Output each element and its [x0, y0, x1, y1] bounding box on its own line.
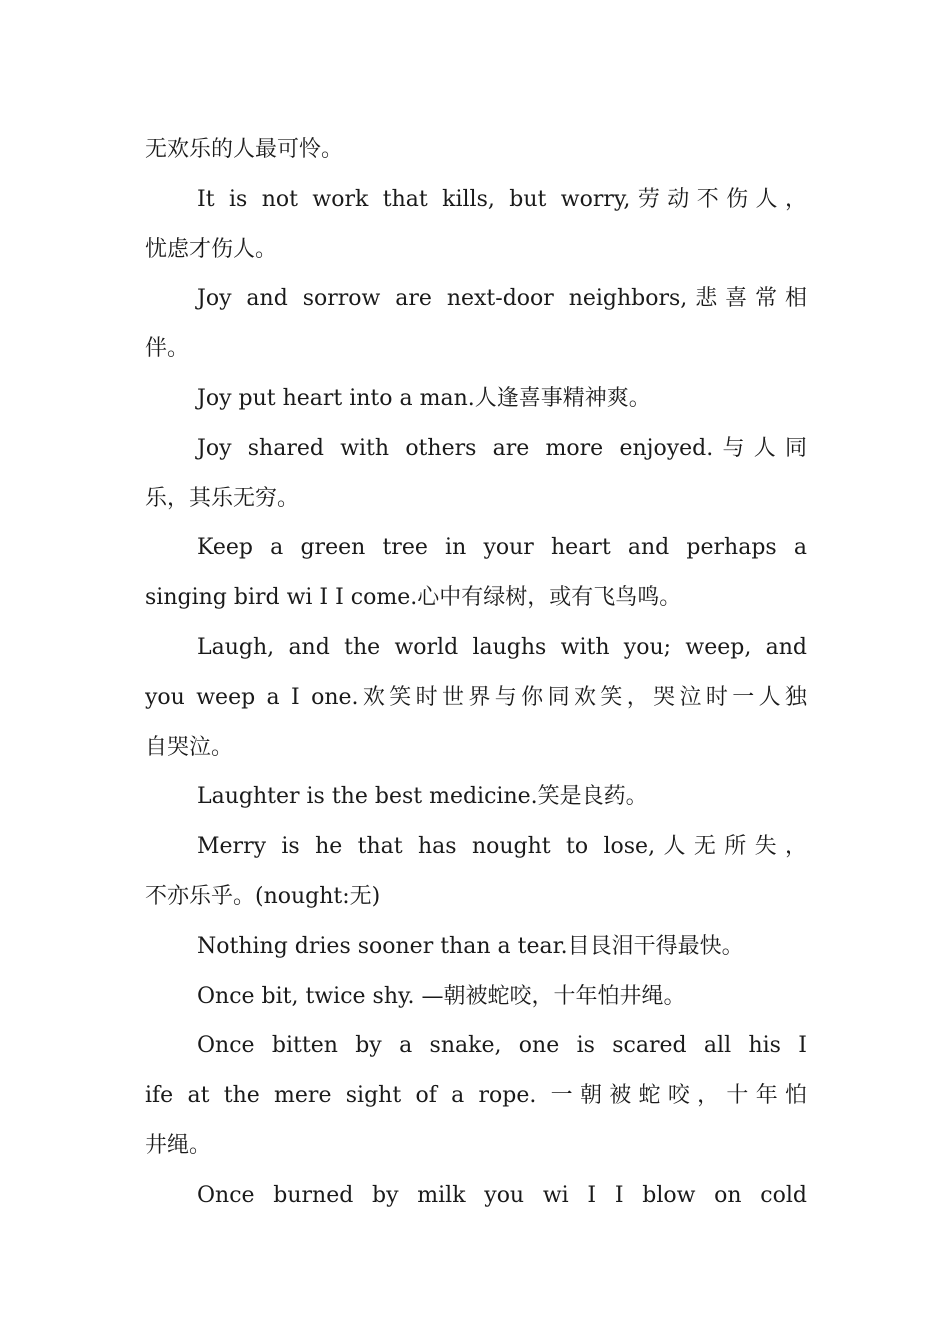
text-line: 忧虑才伤人。: [145, 236, 278, 262]
text-line: 不亦乐乎。(nought:无): [145, 883, 381, 909]
text-line: singing bird wi I I come.心中有绿树，或有飞鸟鸣。: [145, 585, 682, 611]
text-line: Laughter is the best medicine.笑是良药。: [197, 784, 648, 810]
document-body: [145, 125, 807, 1221]
text-line: Keep a green tree in your heart and perhaps a: [197, 535, 807, 561]
text-line: Joy shared with others are more enjoyed.与人同: [197, 435, 807, 461]
text-line: 无欢乐的人最可怜。: [145, 137, 344, 162]
text-line: 伴。: [145, 336, 190, 362]
text-line: 井绳。: [145, 1132, 212, 1158]
text-line: ife at the mere sight of a rope. 一朝被蛇咬，十年怕: [145, 1083, 807, 1109]
text-line: Joy and sorrow are next-door neighbors,悲喜常相: [197, 286, 807, 312]
text-line: Once burned by milk you wi I I blow on cold: [197, 1182, 807, 1208]
text-line: Nothing dries sooner than a tear.目艮泪干得最快。: [197, 933, 744, 959]
text-line: Laugh, and the world laughs with you; weep, and: [197, 634, 807, 660]
text-line: you weep a I one.欢笑时世界与你同欢笑，哭泣时一人独: [145, 684, 807, 710]
text-line: It is not work that kills, but worry,劳动不伤人，: [197, 186, 807, 212]
text-line: 乐，其乐无穷。: [145, 485, 300, 511]
text-line: Merry is he that has nought to lose,人无所失，: [197, 834, 807, 860]
text-line: Joy put heart into a man.人逢喜事精神爽。: [197, 385, 651, 411]
text-line: Once bit, twice shy. —朝被蛇咬，十年怕井绳。: [197, 983, 686, 1009]
text-line: Once bitten by a snake, one is scared all his I: [197, 1033, 807, 1059]
text-line: 自哭泣。: [145, 734, 234, 760]
